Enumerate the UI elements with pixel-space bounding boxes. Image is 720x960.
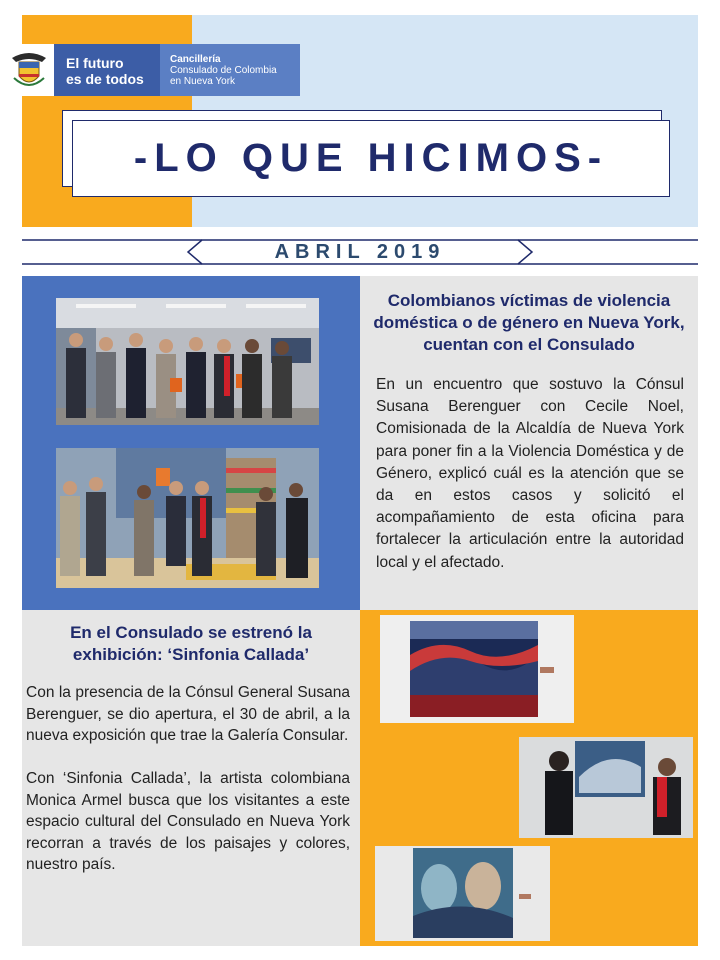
government-slogan (66, 55, 156, 87)
slogan-line-2: es de todos (66, 71, 144, 87)
article1-body: En un encuentro que sostuvo la Cónsul Susana Berenguer con Cecile Noel, Comisionada de la Alcaldía de Nueva York para poner fin a la Violencia Doméstica y de Género, explicó cuál es la atención que se da en estos casos y solicitó el acompañamiento de esta oficina para fortalecer la articulación entre la autoridad local y el afectado. (376, 376, 684, 571)
painting-faces-photo (375, 846, 550, 941)
page-title: -LO QUE HICIMOS- (72, 120, 670, 197)
coat-of-arms-icon (8, 48, 50, 92)
article2-paragraph-1: Con la presencia de la Cónsul General Susana Berenguer, se dio apertura, el 30 de abril, a la nueva exposición que trae la Galería Consular. (26, 684, 350, 744)
meeting-library-photo (56, 448, 319, 588)
slogan-line-1: El futuro (66, 55, 124, 71)
article2-headline: En el Consulado se estrenó la exhibición: ‘Sinfonia Callada’ (70, 623, 312, 664)
article2-body (26, 682, 350, 897)
month-label: ABRIL 2019 (274, 240, 446, 263)
org-line-1: Cancillería (170, 54, 221, 65)
org-line-3: en Nueva York (170, 76, 236, 87)
org-line-2: Consulado de Colombia (170, 65, 277, 76)
artist-and-consul-photo (519, 737, 693, 838)
article1-headline: Colombianos víctimas de violencia doméstica o de género en Nueva York, cuentan con el Consulado (373, 291, 685, 354)
painting-landscape-photo (380, 615, 574, 723)
consulate-name (170, 54, 300, 87)
article2-paragraph-2: Con ‘Sinfonia Callada’, la artista colombiana Monica Armel busca que los visitantes a este espacio cultural del Consulado en Nueva York recorran a través de los paisajes y colores, nuestro país. (26, 770, 350, 873)
meeting-group-photo (56, 298, 319, 425)
